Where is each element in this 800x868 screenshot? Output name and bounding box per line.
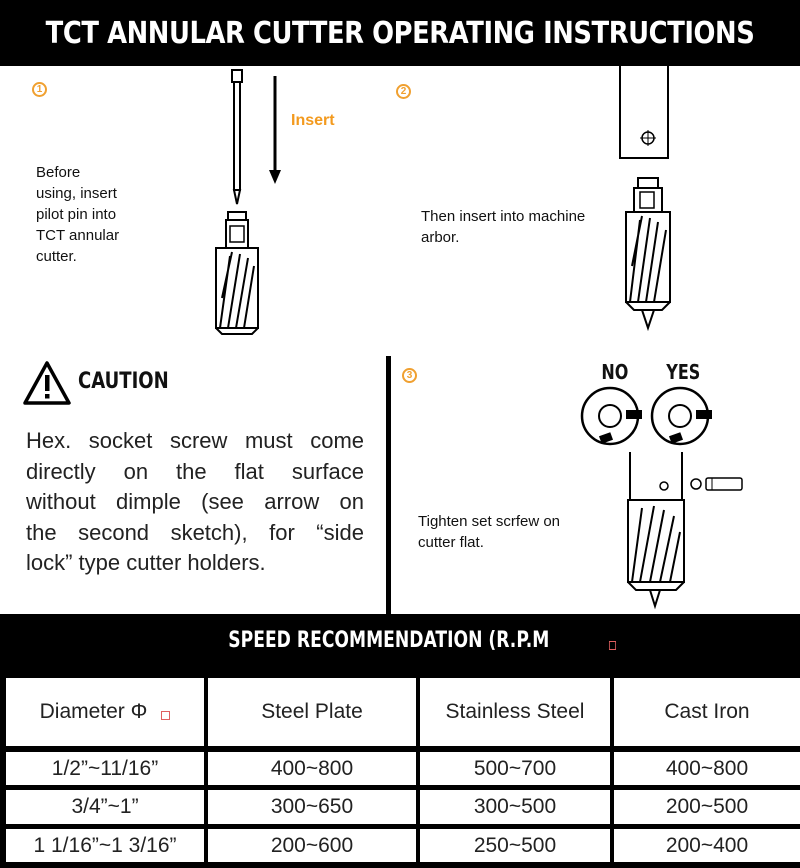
table-cell: 3/4”~1” xyxy=(6,790,204,824)
table-cell: 300~650 xyxy=(208,790,416,824)
table-cell: 200~500 xyxy=(614,790,800,824)
speed-title: SPEED RECOMMENDATION (R.P.M xyxy=(0,628,800,653)
step-3-badge: 3 xyxy=(402,368,417,383)
table-header-steel-plate: Steel Plate xyxy=(208,678,416,746)
table-cell: 200~600 xyxy=(208,829,416,862)
table-cell: 1 1/16”~1 3/16” xyxy=(6,829,204,862)
table-cell: 1/2”~11/16” xyxy=(6,752,204,785)
set-screw-illustration xyxy=(578,382,758,612)
caution-text: Hex. socket screw must come directly on the flat surface without dimple (see arrow on the second sketch), for “side lock” type cutter holders. xyxy=(26,428,364,575)
table-header-stainless-steel: Stainless Steel xyxy=(420,678,610,746)
table-header-diameter: Diameter Φ xyxy=(6,678,204,746)
table-cell: 250~500 xyxy=(420,829,610,862)
table-cell: 400~800 xyxy=(614,752,800,785)
page-title: TCT ANNULAR CUTTER OPERATING INSTRUCTIONS xyxy=(45,15,755,51)
step-1-text: Before using, insert pilot pin into TCT annular cutter. xyxy=(36,164,120,265)
step-1-badge: 1 xyxy=(32,82,47,97)
no-label: NO xyxy=(601,360,629,384)
table-cell: 200~400 xyxy=(614,829,800,862)
table-cell: 500~700 xyxy=(420,752,610,785)
step-2-badge: 2 xyxy=(396,84,411,99)
table-cell: 300~500 xyxy=(420,790,610,824)
yes-label: YES xyxy=(666,360,701,384)
pilot-pin-illustration xyxy=(200,66,300,346)
table-cell: 400~800 xyxy=(208,752,416,785)
small-square-icon xyxy=(609,641,616,650)
section-divider-vertical xyxy=(386,356,391,614)
small-square-icon xyxy=(161,711,170,720)
step-3-text: Tighten set scrfew on cutter flat. xyxy=(418,513,561,551)
warning-triangle-icon xyxy=(22,360,72,406)
caution-title: CAUTION xyxy=(78,369,169,394)
arbor-illustration xyxy=(600,66,690,346)
insert-label: Insert xyxy=(291,112,335,129)
page-header xyxy=(0,0,800,66)
table-header-cast-iron: Cast Iron xyxy=(614,678,800,746)
step-2-text: Then insert into machine arbor. xyxy=(421,208,586,246)
